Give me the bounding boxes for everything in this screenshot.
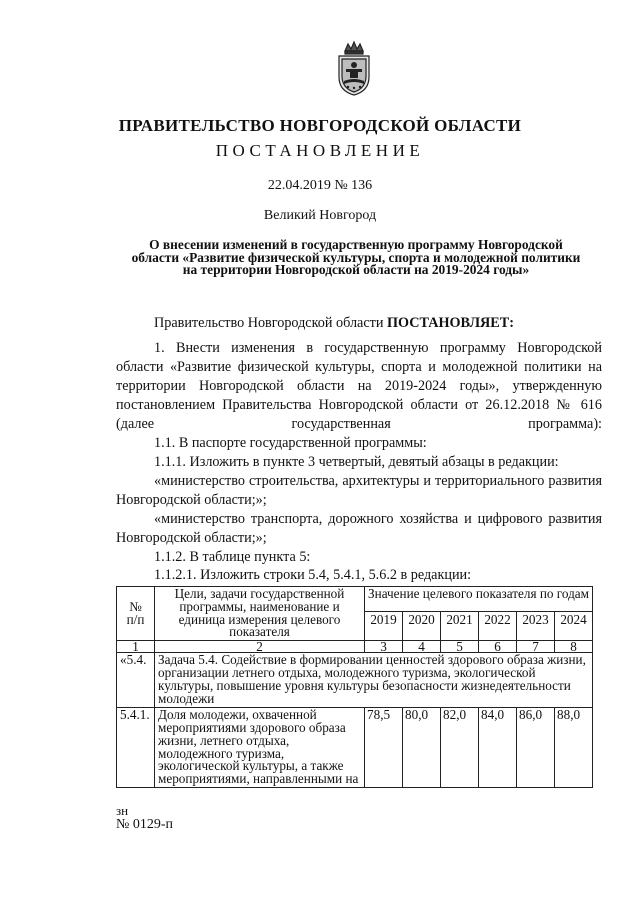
decree-prefix: Правительство Новгородской области (154, 315, 387, 331)
index-cell: 5 (441, 641, 479, 653)
quote-1 (116, 472, 602, 510)
header-year: 2022 (479, 612, 517, 641)
header-values: Значение целевого показателя по годам (365, 587, 593, 612)
header-year: 2021 (441, 612, 479, 641)
header-year: 2023 (517, 612, 555, 641)
indicator-value: 84,0 (479, 708, 517, 788)
indicator-text: Доля молодежи, охваченной мероприятиями здорового образа жизни, летнего отдыха, молодежного туризма, экологической культуры, а также мероприятиями, направленными на (155, 708, 365, 788)
table-index-row (117, 641, 593, 653)
index-cell: 7 (517, 641, 555, 653)
paragraph-1-1-1-text: 1.1.1. Изложить в пункте 3 четвертый, девятый абзацы в редакции: (154, 454, 559, 470)
indicator-number: 5.4.1. (117, 708, 155, 788)
quote-1-text: «министерство строительства, архитектуры и территориального развития Новгородской области;»; (116, 473, 602, 508)
paragraph-1-1-text: 1.1. В паспорте государственной программы: (154, 435, 427, 451)
decree-line (154, 314, 514, 333)
indicator-value: 80,0 (403, 708, 441, 788)
quote-2 (116, 510, 602, 548)
document-type: ПОСТАНОВЛЕНИЕ (215, 141, 425, 160)
quote-2-text: «министерство транспорта, дорожного хозяйства и цифрового развития Новгородской области;»; (116, 511, 602, 546)
paragraph-1-1-2-1 (116, 566, 602, 585)
header-goal: Цели, задачи государственной программы, наименование и единица измерения целевого показателя (155, 587, 365, 641)
coat-of-arms-icon (333, 39, 375, 97)
index-cell: 3 (365, 641, 403, 653)
footer-number: № 0129-п (116, 817, 174, 832)
header-number: № п/п (117, 587, 155, 641)
indicator-value: 86,0 (517, 708, 555, 788)
paragraph-1-1-2-text: 1.1.2. В таблице пункта 5: (154, 549, 311, 565)
paragraph-1-1-2 (116, 548, 602, 567)
document-date-number: 22.04.2019 № 136 (267, 178, 373, 193)
paragraph-1-1 (116, 434, 602, 453)
decree-word: ПОСТАНОВЛЯЕТ: (386, 315, 514, 331)
target-indicators-table (116, 586, 593, 788)
government-title: ПРАВИТЕЛЬСТВО НОВГОРОДСКОЙ ОБЛАСТИ (118, 116, 522, 135)
table-row-task (117, 653, 593, 708)
index-cell: 4 (403, 641, 441, 653)
paragraph-1 (116, 339, 602, 434)
paragraph-1-1-2-1-text: 1.1.2.1. Изложить строки 5.4, 5.4.1, 5.6.2 в редакции: (154, 567, 472, 583)
indicator-value: 88,0 (555, 708, 593, 788)
paragraph-1-1-1 (116, 453, 602, 472)
header-year: 2019 (365, 612, 403, 641)
indicator-value: 78,5 (365, 708, 403, 788)
index-cell: 6 (479, 641, 517, 653)
index-cell: 8 (555, 641, 593, 653)
footer-code: зн (116, 803, 129, 818)
indicator-value: 82,0 (441, 708, 479, 788)
header-year: 2024 (555, 612, 593, 641)
table-header-row (117, 587, 593, 612)
index-cell: 1 (117, 641, 155, 653)
paragraph-1-text: 1. Внести изменения в государственную программу Новгородской области «Развитие физической культуры, спорта и молодежной политики на территории Новгородской области на 2019-2024 годы», утвержденную постановлением Правительства Новгородской области от 26.12.2018 № 616 (далее государственная программа): (116, 340, 602, 432)
table-row-indicator (117, 708, 593, 788)
header-year: 2020 (403, 612, 441, 641)
document-city: Великий Новгород (263, 208, 377, 223)
task-text: Задача 5.4. Содействие в формировании ценностей здорового образа жизни, организации летнего отдыха, молодежного туризма, экологической культуры, повышение уровня культуры безопасности жизнедеятельности молодежи (155, 653, 593, 708)
task-number: «5.4. (117, 653, 155, 708)
index-cell: 2 (155, 641, 365, 653)
document-subject: О внесении изменений в государственную программу Новгородской области «Развитие физической культуры, спорта и молодежной политики на территории Новгородской области на 2019-2024 годы» (131, 237, 581, 277)
